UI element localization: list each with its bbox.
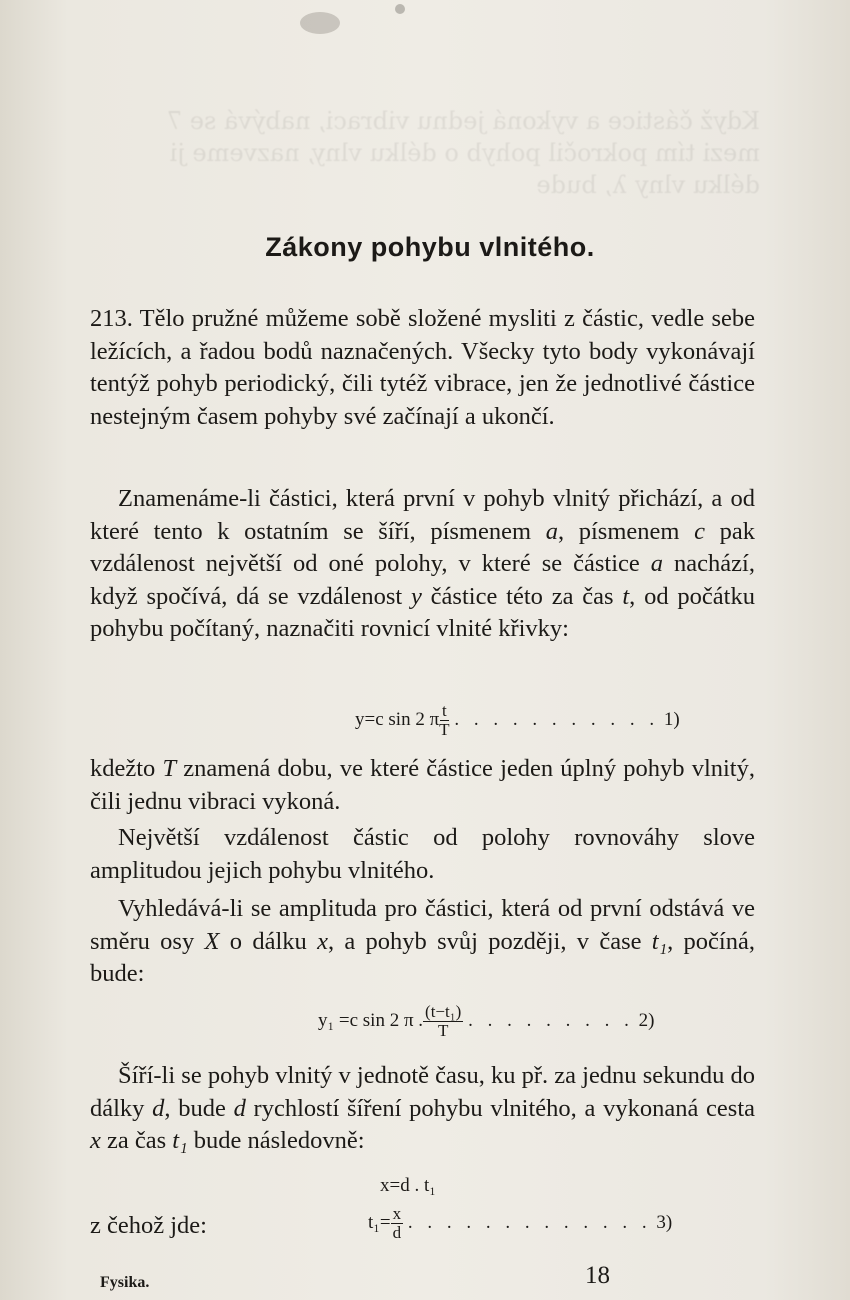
text-run: , písmenem [557, 517, 695, 545]
text-run: za čas [100, 1127, 173, 1154]
ink-spot [395, 4, 405, 14]
section-title: Zákony pohybu vlnitého. [265, 232, 595, 262]
var-c: c [694, 517, 705, 545]
fraction [439, 702, 449, 739]
equation-lhs: y₁ =c sin 2 π . [318, 1009, 424, 1031]
equation-number: 2) [638, 1009, 655, 1031]
text-run: , od počátku pohybu počítaný, naznačiti rovnicí vlnité křivky: [90, 582, 755, 642]
var-a: a [545, 517, 558, 545]
var-y: y [410, 582, 422, 610]
footer-signature: Fysika. [100, 1274, 150, 1291]
equation-2 [318, 1003, 654, 1040]
text-run: , a pohyb svůj později, v čase [327, 927, 652, 955]
paragraph-search [90, 893, 755, 991]
text-run: Vyhledává-li se amplituda pro částici, která od první odstává ve směru osy [90, 895, 755, 955]
leader-dots: . . . . . . . . . . . [454, 708, 660, 730]
var-d: d [152, 1094, 165, 1122]
paragraph-text: 213. Tělo pružné můžeme sobě složené mysliti z částic, vedle sebe ležících, a řadou bodů naznačených. Všecky tyto body vykonávají tentýž pohyb periodický, čili tytéž vibrace, jen že jednotlivé částice nestejným časem pohyby své začínají a ukončí. [90, 305, 755, 430]
text-run: rychlostí šíření pohybu vlnitého, a vykonaná cesta [245, 1094, 756, 1122]
bleed-line: délku vlny λ, bude [536, 171, 760, 199]
bleed-line: mezi tím pokročil pohyb o délku vlny, nazveme ji [169, 139, 760, 167]
text-run: , bude [164, 1094, 234, 1122]
fraction-numerator: x [392, 1204, 402, 1223]
bleed-through-text [110, 105, 760, 201]
leader-dots: . . . . . . . . . . . . . [407, 1211, 652, 1233]
paragraph-213 [90, 303, 755, 433]
text-run: pak vzdálenost největší od oné polohy, v které se částice [90, 517, 755, 577]
ink-spot [300, 12, 340, 34]
var-d: d [233, 1094, 246, 1122]
fraction-numerator: (t−t₁) [425, 1002, 462, 1021]
equation-number: 3) [656, 1211, 673, 1233]
fraction-denominator: T [439, 720, 450, 739]
text-run: Šíří-li se pohyb vlnitý v jednotě času, ku př. za jednu sekundu do dálky [90, 1062, 755, 1122]
fraction-denominator: T [438, 1021, 449, 1040]
z-cehoz-label [90, 1210, 207, 1243]
equation-text: x=d . t₁ [380, 1175, 436, 1196]
var-a: a [650, 550, 664, 577]
var-X: X [204, 927, 220, 955]
label-text: z čehož jde: [90, 1212, 207, 1239]
var-t1: t₁ [172, 1127, 188, 1154]
paragraph-text: Největší vzdálenost částic od polohy rovnováhy slove amplitudou jejich pohybu vlnitého. [90, 824, 755, 884]
text-run: znamená dobu, ve které částice jeden úplný pohyb vlnitý, čili jednu vibraci vykoná. [90, 755, 755, 815]
text-run: kdežto [90, 755, 163, 782]
equation-lhs: t₁= [368, 1211, 391, 1233]
equation-lhs: y=c sin 2 π [355, 708, 440, 730]
text-run: nachází, když spočívá, dá se vzdálenost [90, 550, 755, 610]
text-run: , počíná, bude: [90, 927, 755, 987]
fraction-denominator: d [392, 1223, 402, 1242]
text-run: částice této za čas [421, 582, 623, 610]
var-x: x [317, 927, 328, 955]
var-t: t [622, 582, 630, 610]
leader-dots: . . . . . . . . . [468, 1009, 634, 1031]
equation-mid [380, 1175, 436, 1197]
paragraph-period [90, 753, 755, 818]
paragraph-speed [90, 1060, 755, 1158]
fraction-numerator: t [442, 701, 447, 720]
fraction [391, 1205, 404, 1242]
paragraph-definition [90, 483, 755, 646]
var-t1: t₁ [651, 927, 668, 955]
var-T: T [162, 755, 177, 782]
text-run: o dálku [219, 927, 318, 955]
equation-3 [368, 1205, 672, 1242]
var-x: x [90, 1127, 101, 1154]
paragraph-amplitude [90, 822, 755, 887]
bleed-line: Když částice a vykoná jednu vibraci, nabývá se 7 [166, 107, 760, 135]
page-number: 18 [585, 1262, 610, 1289]
equation-1 [355, 702, 680, 739]
equation-number: 1) [663, 708, 680, 730]
text-run: bude následovně: [187, 1127, 365, 1154]
fraction [423, 1003, 463, 1040]
text-run: Znamenáme-li částici, která první v pohyb vlnitý přichází, a od které tento k ostatním se šíří, písmenem [90, 485, 755, 545]
